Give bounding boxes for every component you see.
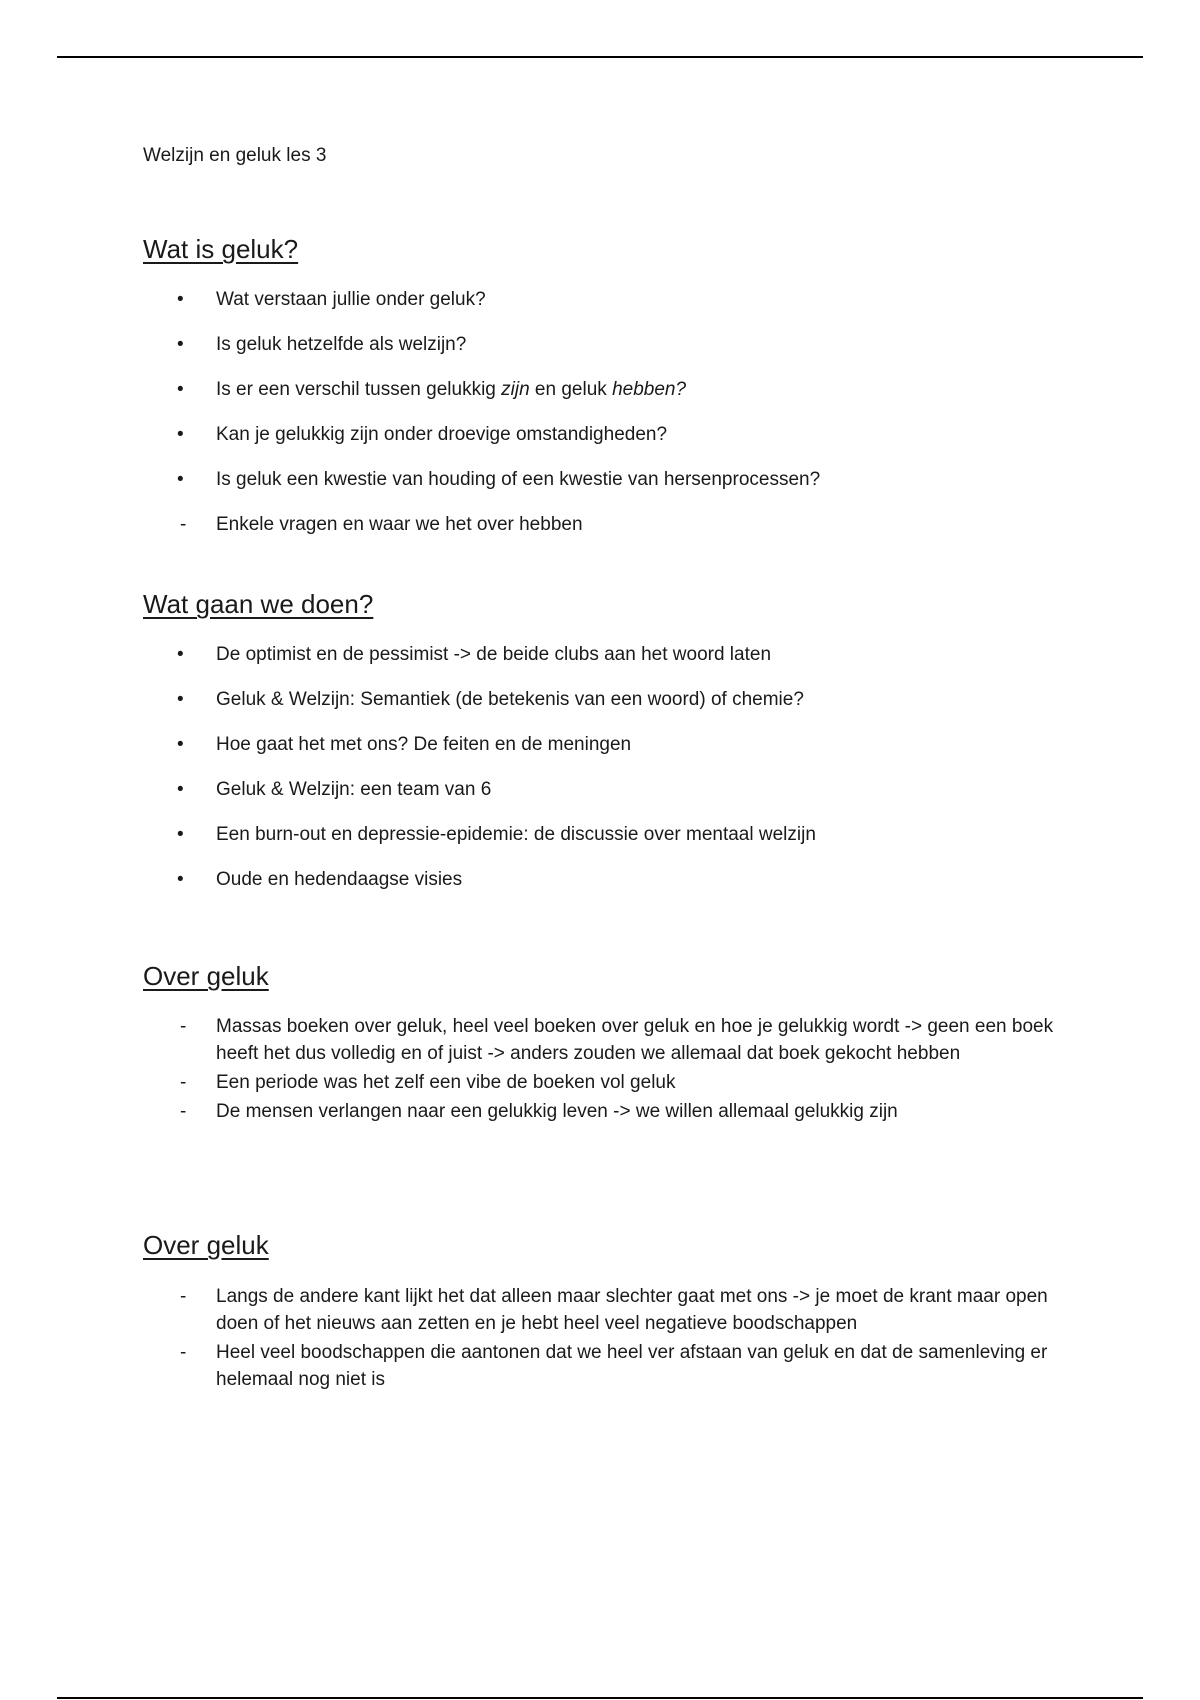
item-text: Is geluk een kwestie van houding of een kwestie van hersenprocessen?: [216, 469, 821, 490]
bullet-icon: [177, 376, 197, 403]
dash-icon: [180, 1283, 200, 1310]
dash-icon: [180, 1098, 200, 1125]
item-text-part: Is er een verschil tussen gelukkig: [216, 379, 502, 400]
item-text: Geluk & Welzijn: een team van 6: [216, 779, 492, 800]
section-heading-over-geluk-1: Over geluk: [143, 961, 269, 991]
section-list-wat-gaan-we-doen: [143, 641, 1073, 911]
bullet-icon: [177, 776, 197, 803]
list-item: [143, 731, 1073, 758]
item-text: De mensen verlangen naar een gelukkig leven -> we willen allemaal gelukkig zijn: [216, 1101, 898, 1122]
item-text: Een periode was het zelf een vibe de boeken vol geluk: [216, 1072, 676, 1093]
item-text: Kan je gelukkig zijn onder droevige omstandigheden?: [216, 424, 668, 445]
list-item: [143, 376, 1073, 403]
item-text: Wat verstaan jullie onder geluk?: [216, 289, 486, 310]
list-item: [143, 1283, 1073, 1337]
item-text: De optimist en de pessimist -> de beide clubs aan het woord laten: [216, 644, 772, 665]
bullet-icon: [177, 686, 197, 713]
dash-icon: [180, 511, 200, 538]
item-text: Heel veel boodschappen die aantonen dat we heel ver afstaan van geluk en dat de samenleving er helemaal nog niet is: [216, 1342, 1048, 1390]
section-heading-wat-is-geluk: Wat is geluk?: [143, 234, 299, 264]
item-text-italic: zijn: [501, 379, 530, 400]
document-title: Welzijn en geluk les 3: [143, 145, 327, 166]
list-item: [143, 686, 1073, 713]
list-item: [143, 421, 1073, 448]
section-heading-wat-gaan-we-doen: Wat gaan we doen?: [143, 589, 374, 619]
bullet-icon: [177, 866, 197, 893]
dash-icon: [180, 1339, 200, 1366]
item-text: Hoe gaat het met ons? De feiten en de meningen: [216, 734, 632, 755]
list-item: [143, 511, 1073, 538]
item-text: Een burn-out en depressie-epidemie: de discussie over mentaal welzijn: [216, 824, 816, 845]
list-item: [143, 821, 1073, 848]
item-text: Geluk & Welzijn: Semantiek (de betekenis van een woord) of chemie?: [216, 689, 804, 710]
list-item: [143, 1069, 1073, 1096]
item-text-part: en geluk: [529, 379, 613, 400]
dash-icon: [180, 1069, 200, 1096]
section-list-over-geluk-1: [143, 1013, 1073, 1127]
item-text-italic: hebben?: [612, 379, 687, 400]
list-item: [143, 776, 1073, 803]
item-text: Langs de andere kant lijkt het dat alleen maar slechter gaat met ons -> je moet de krant maar open doen of het nieuws aan zetten en je hebt heel veel negatieve boodschappen: [216, 1286, 1048, 1334]
dash-icon: [180, 1013, 200, 1040]
section-list-wat-is-geluk: [143, 286, 1073, 556]
list-item: [143, 331, 1073, 358]
list-item: [143, 641, 1073, 668]
bullet-icon: [177, 641, 197, 668]
item-text: Oude en hedendaagse visies: [216, 869, 463, 890]
bottom-rule: [57, 1697, 1143, 1699]
list-item: [143, 1098, 1073, 1125]
list-item: [143, 866, 1073, 893]
item-text: Enkele vragen en waar we het over hebben: [216, 514, 583, 535]
list-item: [143, 1013, 1073, 1067]
item-text: Massas boeken over geluk, heel veel boeken over geluk en hoe je gelukkig wordt -> geen een boek heeft het dus volledig en of juist -> anders zouden we allemaal dat boek gekocht hebben: [216, 1016, 1054, 1064]
bullet-icon: [177, 731, 197, 758]
bullet-icon: [177, 821, 197, 848]
section-heading-over-geluk-2: Over geluk: [143, 1230, 269, 1260]
bullet-icon: [177, 421, 197, 448]
list-item: [143, 1339, 1073, 1393]
bullet-icon: [177, 466, 197, 493]
bullet-icon: [177, 331, 197, 358]
item-text: Is geluk hetzelfde als welzijn?: [216, 334, 467, 355]
bullet-icon: [177, 286, 197, 313]
section-list-over-geluk-2: [143, 1283, 1073, 1395]
top-rule: [57, 56, 1143, 58]
list-item: [143, 286, 1073, 313]
list-item: [143, 466, 1073, 493]
